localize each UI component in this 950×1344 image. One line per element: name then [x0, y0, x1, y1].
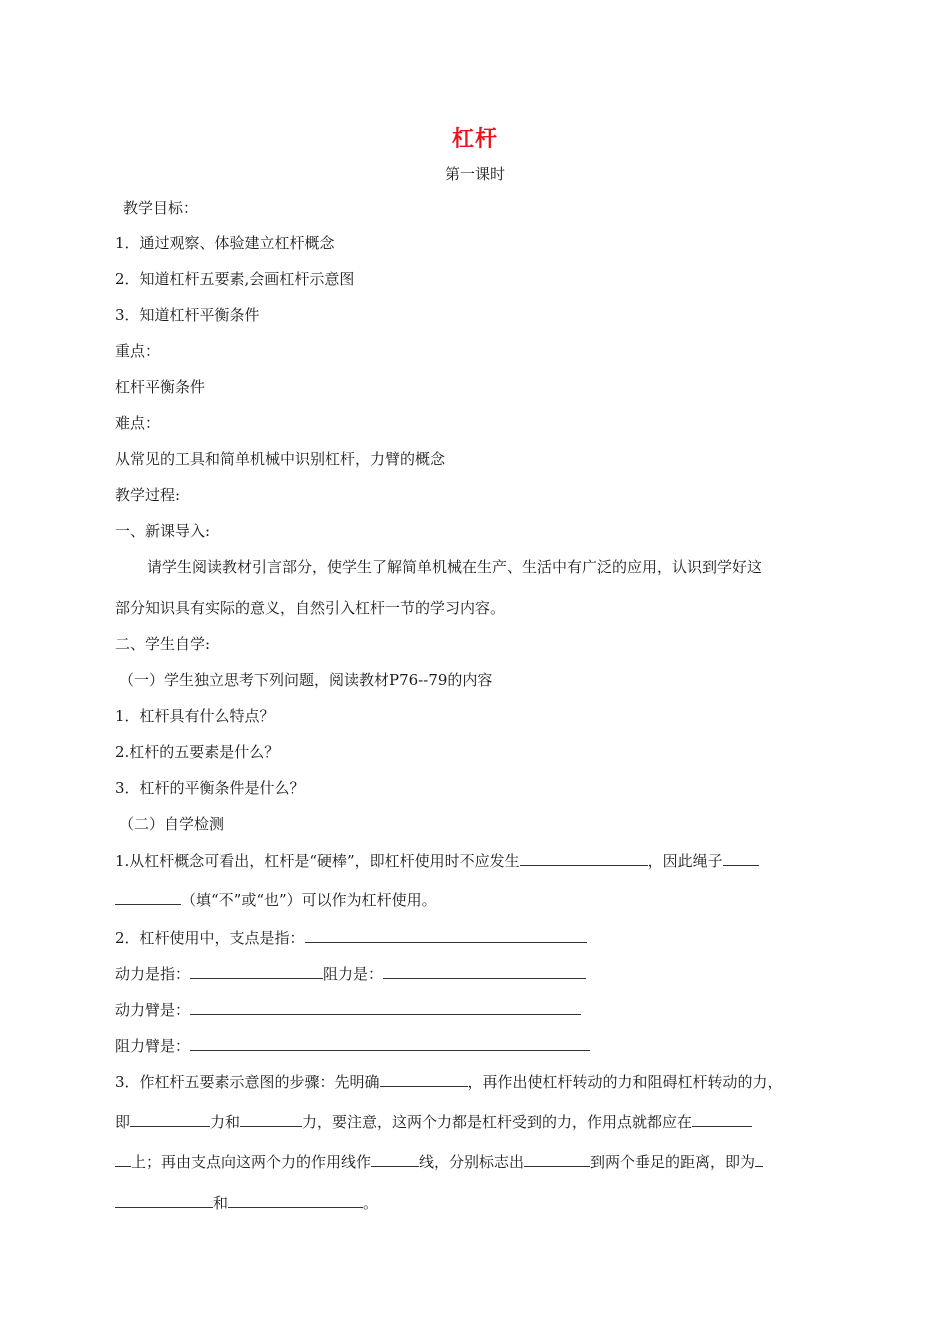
objective-2: 2．知道杠杆五要素,会画杠杆示意图	[115, 270, 355, 288]
fill-blank[interactable]	[380, 1071, 468, 1087]
fill-blank[interactable]	[692, 1111, 752, 1127]
key-point-heading: 重点：	[115, 342, 161, 360]
fill-blank[interactable]	[524, 1151, 590, 1167]
check-q3-line-4	[115, 1192, 378, 1213]
subsection-1-heading: （一）学生独立思考下列问题，阅读教材P76--79的内容	[119, 671, 493, 689]
check-q2-text-e: 阻力臂是：	[115, 1037, 191, 1055]
fill-blank[interactable]	[755, 1151, 763, 1167]
check-q3-text-c: 即	[115, 1113, 131, 1131]
check-q1-text-a: 1.从杠杆概念可看出，杠杆是“硬棒”，即杠杆使用时不应发生	[115, 852, 520, 870]
question-2: 2.杠杆的五要素是什么？	[115, 743, 280, 761]
fill-blank[interactable]	[371, 1151, 419, 1167]
objective-1: 1．通过观察、体验建立杠杆概念	[115, 234, 335, 252]
check-q3-line-2	[115, 1111, 752, 1132]
check-q1-text-b: ，因此绳子	[647, 852, 723, 870]
fill-blank[interactable]	[115, 1151, 131, 1167]
fill-blank[interactable]	[115, 1192, 213, 1208]
difficulty-heading: 难点：	[115, 414, 161, 432]
check-q3-text-d: 力和	[210, 1113, 241, 1131]
check-q2-line-1	[115, 927, 587, 948]
check-q3-text-g: 线，分别标志出	[419, 1153, 525, 1171]
check-q1-line-1	[115, 850, 759, 871]
key-point-text: 杠杆平衡条件	[115, 378, 206, 396]
document-title: 杠杆	[451, 127, 498, 152]
document-subtitle: 第一课时	[444, 165, 505, 183]
check-q3-text-j: 。	[363, 1194, 379, 1212]
fill-blank[interactable]	[190, 1035, 590, 1051]
check-q2-line-2	[115, 963, 586, 984]
check-q2-line-3	[115, 999, 581, 1020]
check-q2-line-4	[115, 1035, 590, 1056]
fill-blank[interactable]	[305, 927, 587, 943]
fill-blank[interactable]	[240, 1111, 302, 1127]
check-q3-text-a: 3．作杠杆五要素示意图的步骤：先明确	[115, 1073, 380, 1091]
check-q2-text-c: 阻力是：	[323, 965, 384, 983]
fill-blank[interactable]	[520, 850, 648, 866]
fill-blank[interactable]	[130, 1111, 210, 1127]
fill-blank[interactable]	[383, 963, 586, 979]
question-1: 1．杠杆具有什么特点？	[115, 707, 275, 725]
fill-blank[interactable]	[190, 963, 323, 979]
check-q3-text-h: 到两个垂足的距离，即为	[590, 1153, 756, 1171]
fill-blank[interactable]	[115, 889, 181, 905]
check-q3-text-b: ，再作出使杠杆转动的力和阻碍杠杆转动的力，	[467, 1073, 783, 1091]
fill-blank[interactable]	[228, 1192, 363, 1208]
check-q3-line-1	[115, 1071, 783, 1092]
check-q3-line-3	[115, 1151, 763, 1172]
check-q3-text-i: 和	[213, 1194, 229, 1212]
section-1-paragraph-line-1: 请学生阅读教材引言部分，使学生了解简单机械在生产、生活中有广泛的应用，认识到学好这	[147, 558, 763, 576]
check-q2-text-b: 动力是指：	[115, 965, 191, 983]
fill-blank[interactable]	[723, 850, 759, 866]
difficulty-text: 从常见的工具和简单机械中识别杠杆，力臂的概念	[115, 450, 446, 468]
section-1-heading: 一、新课导入:	[115, 522, 211, 540]
fill-blank[interactable]	[190, 999, 581, 1015]
check-q3-text-e: 力，要注意，这两个力都是杠杆受到的力，作用点就都应在	[302, 1113, 693, 1131]
section-2-heading: 二、学生自学:	[115, 635, 211, 653]
check-q2-text-a: 2．杠杆使用中，支点是指：	[115, 929, 305, 947]
check-q1-text-c: （填“不”或“也”）可以作为杠杆使用。	[181, 891, 437, 909]
question-3: 3．杠杆的平衡条件是什么？	[115, 779, 305, 797]
check-q1-line-2	[115, 889, 437, 910]
process-heading: 教学过程:	[115, 486, 181, 504]
check-q3-text-f: 上；再由支点向这两个力的作用线作	[131, 1153, 372, 1171]
objectives-heading: 教学目标：	[123, 199, 199, 217]
objective-3: 3．知道杠杆平衡条件	[115, 306, 260, 324]
section-1-paragraph-line-2: 部分知识具有实际的意义，自然引入杠杆一节的学习内容。	[115, 599, 506, 617]
check-q2-text-d: 动力臂是：	[115, 1001, 191, 1019]
subsection-2-heading: （二）自学检测	[119, 815, 225, 833]
